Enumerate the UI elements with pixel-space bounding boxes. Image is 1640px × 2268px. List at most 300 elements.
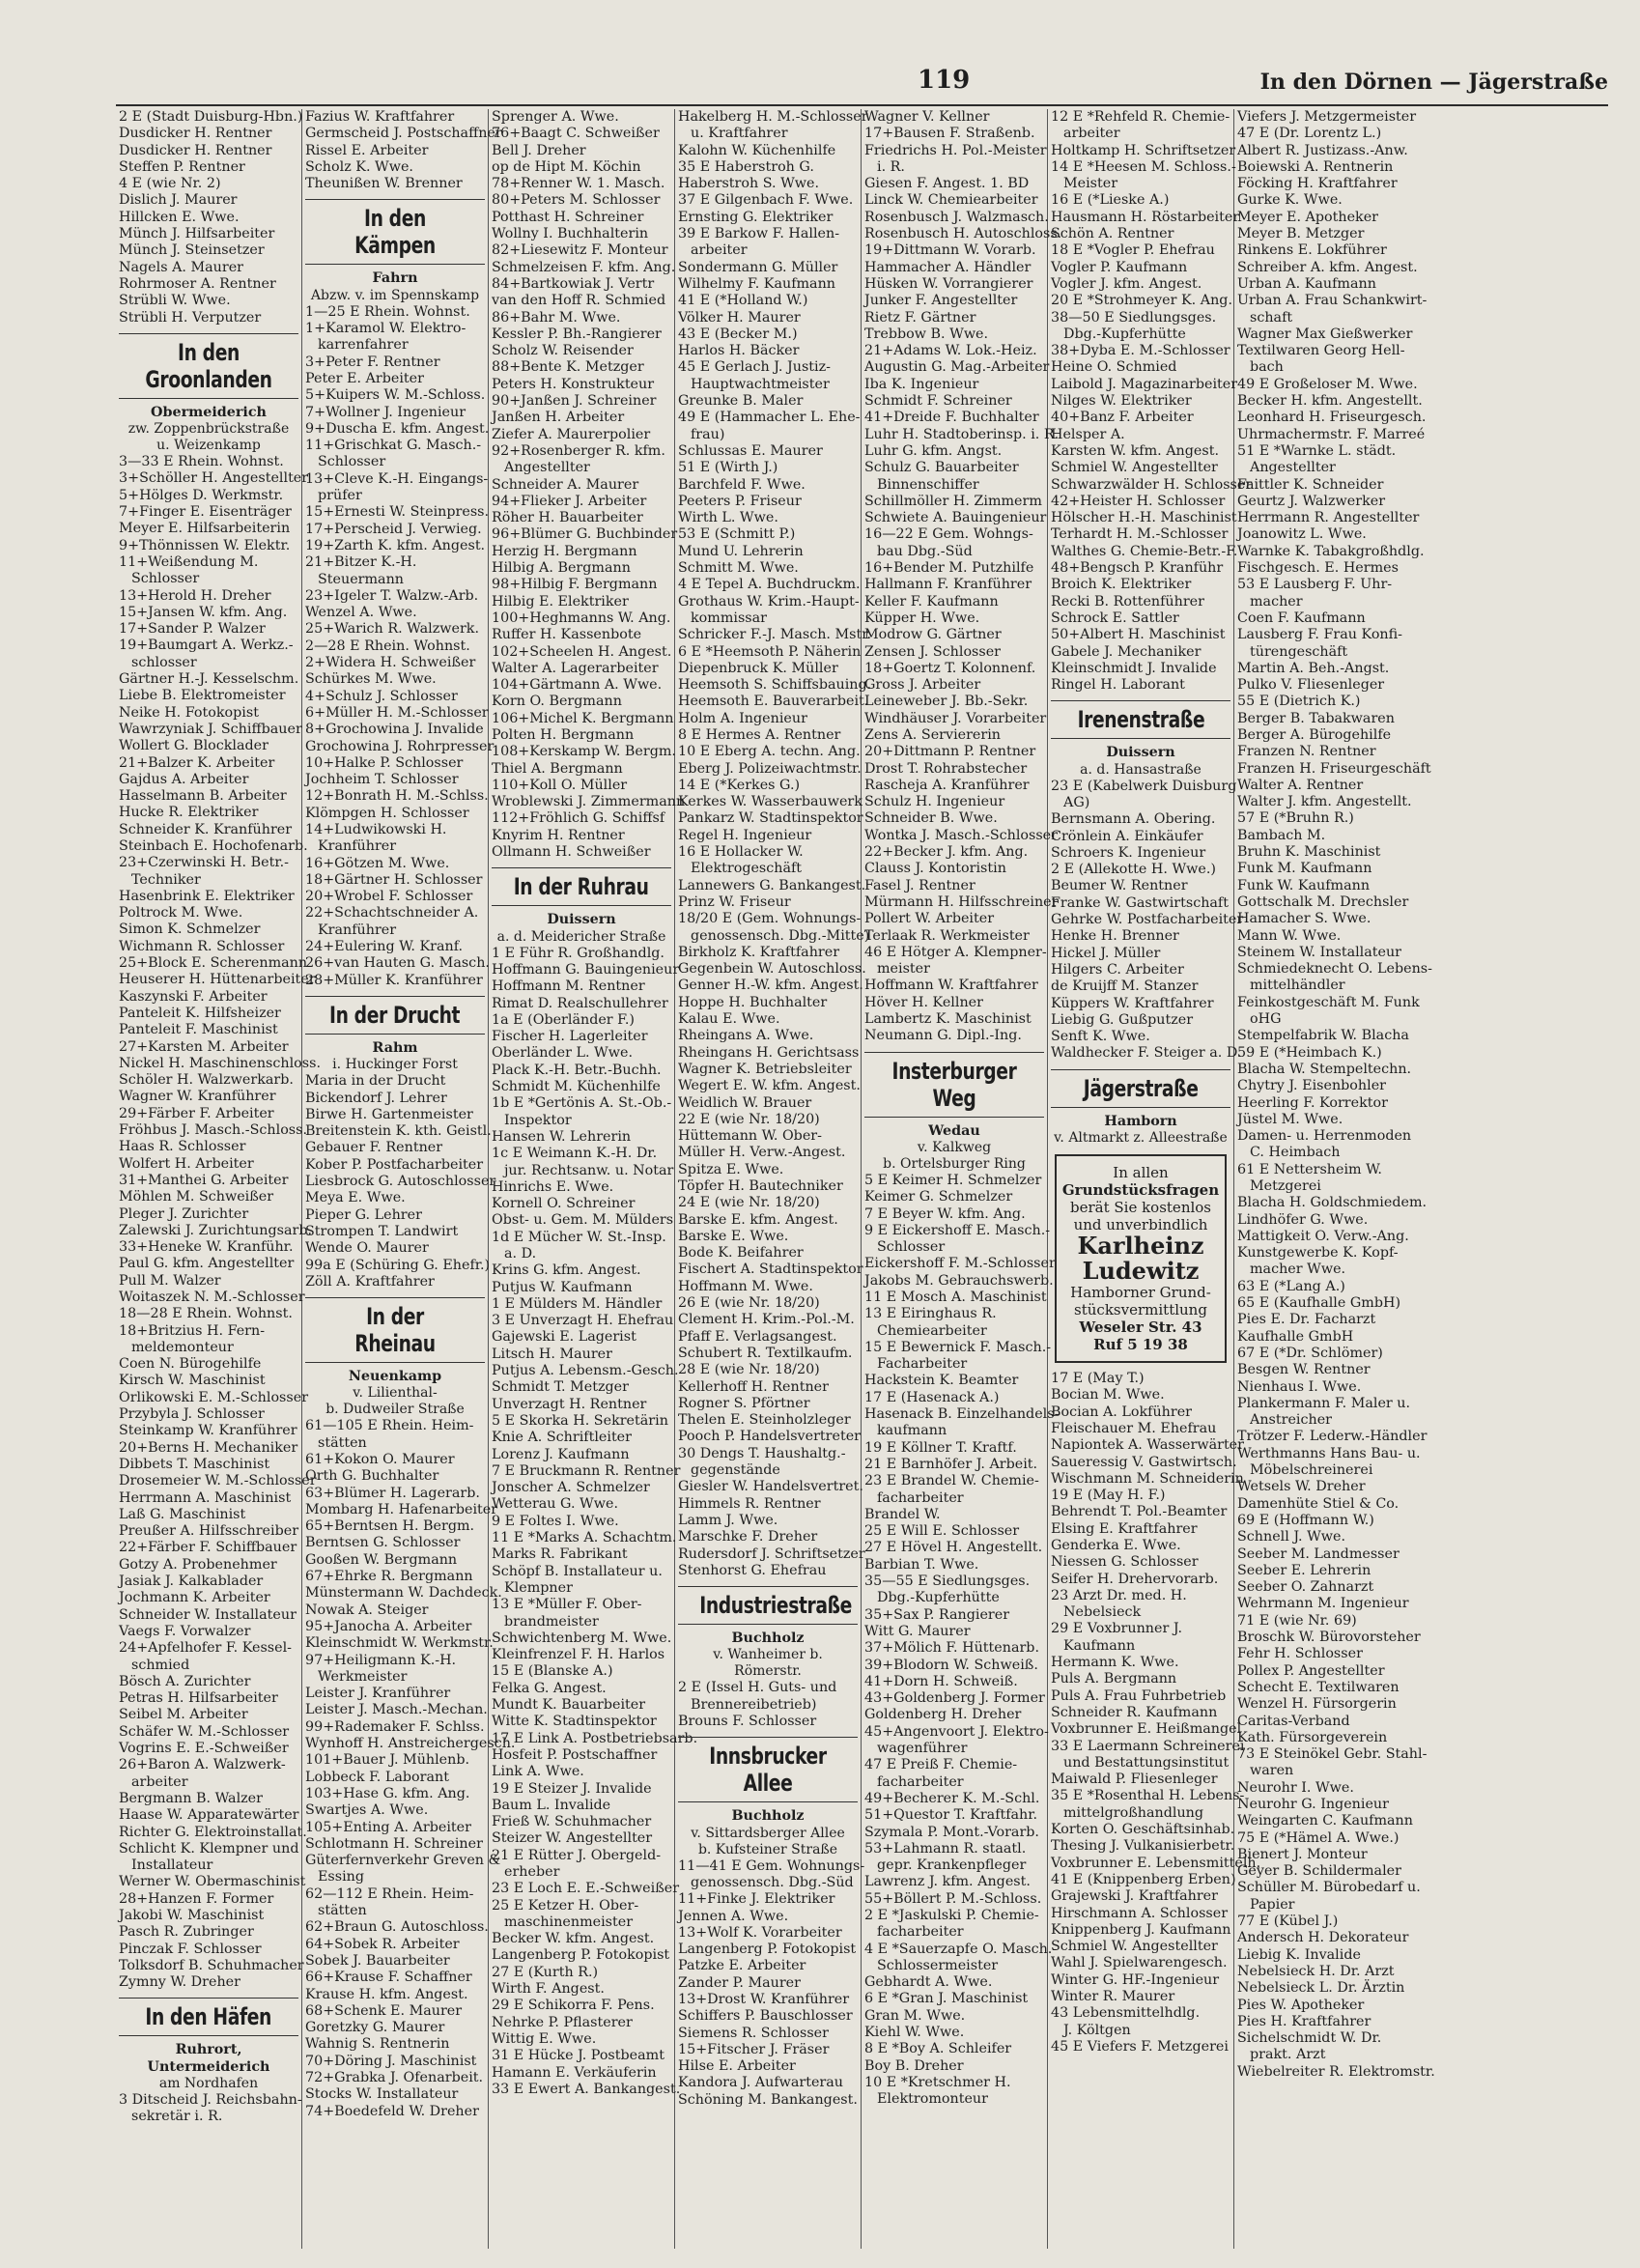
directory-entry: Nehrke P. Pflasterer [492,2014,633,2030]
directory-entry: Pies H. Kraftfahrer [1237,2013,1371,2029]
directory-entry: 21 E Barnhöfer J. Arbeit. [864,1456,1038,1472]
directory-entry: Hickel J. Müller [1051,945,1161,961]
directory-entry: 78+Renner W. 1. Masch. [492,176,665,192]
street-name: Innsbrucker Allee [709,1743,827,1798]
directory-entry: 84+Bartkowiak J. Vertr [492,275,655,292]
directory-entry: Hackstein K. Beamter [864,1373,1019,1389]
directory-entry: Pooch P. Handelsvertreter [678,1429,862,1445]
directory-entry: 19+Dittmann W. Vorarb. [864,242,1036,259]
directory-entry: Vogrins E. E.-Schweißer [119,1741,289,1757]
directory-entry: Schmitt M. Wwe. [678,560,799,577]
directory-entry: Liebe B. Elektromeister [119,688,286,704]
street-heading [305,996,485,1035]
directory-entry: Stenhorst G. Ehefrau [678,1562,827,1578]
directory-entry: Grochowina J. Rohrpresser [305,738,495,754]
directory-entry: 16 E Hollacker W. [678,844,804,861]
entry-continuation: Hauptwachtmeister [691,376,830,392]
directory-entry: 16+Götzen M. Wwe. [305,855,450,871]
directory-entry: Orth G. Buchhalter [305,1468,439,1485]
directory-entry: Mann W. Wwe. [1237,927,1342,944]
directory-entry: Hüsken W. Vorrangierer [864,275,1033,292]
directory-entry: Ziefer A. Maurerpolier [492,426,651,442]
directory-entry: Gajdus A. Arbeiter [119,771,249,787]
directory-entry: Neumann G. Dipl.-Ing. [864,1028,1022,1044]
directory-entry: Damenhüte Stiel & Co. [1237,1495,1400,1512]
entry-continuation: Inspektor [504,1112,572,1128]
directory-entry: Rogner S. Pförtner [678,1395,810,1411]
directory-entry: Hallmann F. Kranführer [864,577,1032,593]
directory-entry: Giesler W. Handelsvertret. [678,1479,863,1495]
directory-entry: Heine O. Schmied [1051,359,1177,376]
directory-entry: 49+Becherer K. M.-Schl. [864,1790,1040,1806]
directory-entry: Damen- u. Herrenmoden [1237,1128,1412,1145]
directory-entry: Wetterau G. Wwe. [492,1496,618,1513]
directory-entry: Panteleit F. Maschinist [119,1022,278,1038]
directory-entry: Leineweber J. Bb.-Sekr. [864,694,1029,710]
directory-entry: 17 E (May T.) [1051,1371,1145,1387]
directory-entry: 74+Boedefeld W. Dreher [305,2103,479,2119]
directory-entry: 15 E (Blanske A.) [492,1663,613,1680]
directory-entry: 18 E *Vogler P. Ehefrau [1051,242,1215,259]
directory-entry: Putjus W. Kaufmann [492,1279,633,1295]
directory-entry: Bell J. Dreher [492,142,586,158]
directory-column [1048,109,1261,2249]
directory-entry: 80+Peters M. Schlosser [492,192,661,209]
directory-entry: Modrow G. Gärtner [864,627,1002,643]
directory-entry: Baum L. Invalide [492,1797,611,1813]
entry-continuation: Dbg.-Kupferhütte [877,1590,1000,1606]
directory-entry: Vogler P. Kaufmann [1051,259,1188,275]
directory-entry: Luhr H. Stadtoberinsp. i. R. [864,426,1060,442]
directory-entry: Drost T. Rohrabstecher [864,760,1028,777]
directory-entry: Meyer B. Metzger [1237,226,1365,242]
entry-continuation: stätten [318,1434,367,1451]
directory-entry: Waldhecker F. Steiger a. D. [1051,1045,1242,1062]
directory-entry: Müller H. Verw.-Angest. [678,1145,846,1161]
directory-entry: 45 E Gerlach J. Justiz- [678,359,831,376]
directory-entry: Pieper G. Lehrer [305,1206,422,1223]
directory-entry: Jochheim T. Schlosser [305,772,459,788]
entry-continuation: Facharbeiter [877,1356,968,1373]
directory-entry: Herzig H. Bergmann [492,543,637,559]
directory-entry: Poltrock M. Wwe. [119,905,243,921]
directory-entry: Obst- u. Gem. M. Mülders [492,1212,674,1229]
directory-entry: Wilhelmy F. Kaufmann [678,275,835,292]
street-heading [678,1586,858,1625]
directory-entry: Heuserer H. Hüttenarbeiter [119,972,316,988]
district-name: Duissern [1106,745,1175,761]
street-extent-note: b. Dudweiler Straße [325,1402,465,1418]
directory-entry: 23 E Brandel W. Chemie- [864,1473,1039,1489]
entry-continuation: wagenführer [877,1741,968,1757]
directory-entry: Broschk W. Bürovorsteher [1237,1630,1421,1646]
directory-entry: 62—112 E Rhein. Heim- [305,1885,474,1902]
directory-entry: Przybyla J. Schlosser [119,1406,265,1423]
directory-entry: 7 E Beyer W. kfm. Ang. [864,1205,1026,1222]
directory-entry: Kunstgewerbe K. Kopf- [1237,1245,1399,1262]
directory-entry: Seeber M. Landmesser [1237,1545,1400,1562]
directory-entry: Richter G. Elektroinstallat. [119,1824,307,1840]
directory-entry: Kaszynski F. Arbeiter [119,988,268,1005]
directory-entry: Bocian M. Wwe. [1051,1387,1165,1403]
directory-entry: 100+Heghmanns W. Ang. [492,610,671,626]
entry-continuation: gepr. Krankenpfleger [877,1857,1027,1874]
directory-entry: 18+Gärtner H. Schlosser [305,871,483,888]
directory-entry: Fischert A. Stadtinspektor [678,1262,863,1278]
street-name: In der Rheinau [354,1303,436,1358]
entry-continuation: brandmeister [504,1613,599,1630]
entry-continuation: kaufmann [877,1423,947,1439]
street-heading [119,333,298,399]
directory-entry: 43 Lebensmittelhdlg. [1051,2005,1201,2022]
directory-entry: Wagner K. Betriebsleiter [678,1061,852,1077]
directory-entry: Windhäuser J. Vorarbeiter [864,710,1047,726]
directory-entry: 19 E (May H. F.) [1051,1488,1166,1504]
directory-entry: 62+Braun G. Autoschloss. [305,1919,489,1936]
directory-entry: 29 E Schikorra F. Pens. [492,1998,655,2014]
directory-entry: Schwarzwälder H. Schlosser [1051,476,1253,493]
directory-entry: Polten H. Bergmann [492,726,635,743]
directory-entry: 98+Hilbig F. Bergmann [492,577,658,593]
directory-entry: Nilges W. Elektriker [1051,393,1192,410]
directory-entry: 18—28 E Rhein. Wohnst. [119,1306,293,1322]
directory-entry: Hoppe H. Buchhalter [678,994,828,1010]
directory-entry: Harlos H. Bäcker [678,343,800,359]
directory-entry: Gran M. Wwe. [864,2007,966,2024]
directory-entry: 17+Perscheid J. Verwieg. [305,521,482,537]
district-name: Buchholz [731,1808,805,1825]
directory-entry: Fasel J. Rentner [864,877,976,893]
directory-entry: 45 E Viefers F. Metzgerei [1051,2038,1229,2055]
directory-entry: 18/20 E (Gem. Wohnungs- [678,911,862,927]
directory-entry: Wagner Max Gießwerker [1237,326,1413,342]
directory-entry: 1+Karamol W. Elektro- [305,321,467,337]
directory-entry: Liebig K. Invalide [1237,1946,1361,1963]
directory-entry: Kalau E. Wwe. [678,1011,780,1028]
directory-entry: 10 E Eberg A. techn. Ang. [678,744,861,760]
directory-entry: Schneider K. Kranführer [119,821,293,837]
directory-entry: Prinz W. Friseur [678,893,791,910]
street-extent-note: v. Altmarkt z. Alleestraße [1054,1130,1228,1147]
directory-entry: Schillmöller H. Zimmerm [864,493,1042,509]
directory-entry: 17 E (Hasenack A.) [864,1389,1000,1405]
directory-entry: 11 E Mosch A. Maschinist [864,1290,1047,1305]
directory-entry: 15+Fitscher J. Fräser [678,2041,830,2057]
advertisement-line: Weseler Str. 43 [1079,1318,1202,1337]
directory-entry: Schlussas E. Maurer [678,442,823,459]
directory-entry: 1 E Mülders M. Händler [492,1295,663,1312]
directory-entry: Martin A. Beh.-Angst. [1237,660,1390,676]
district-name: Rahm [372,1039,418,1056]
directory-entry: Schiffers P. Bauschlosser [678,2008,853,2025]
directory-entry: Bocian A. Lokführer [1051,1403,1192,1420]
directory-entry: Spitza E. Wwe. [678,1161,784,1177]
street-name: In der Drucht [329,1001,461,1029]
street-heading [305,199,485,265]
directory-entry: Henke H. Brenner [1051,928,1179,945]
directory-entry: Terlaak R. Werkmeister [864,927,1030,944]
directory-entry: 28 E (wie Nr. 18/20) [678,1362,820,1378]
directory-entry: 40+Banz F. Arbeiter [1051,410,1194,426]
directory-entry: Plankermann F. Maler u. [1237,1395,1411,1411]
directory-entry: Diepenbruck K. Müller [678,660,838,676]
entry-continuation: schaft [1250,309,1293,326]
entry-continuation: mittelgroßhandlung [1063,1804,1204,1821]
directory-entry: 94+Flieker J. Arbeiter [492,493,647,509]
directory-entry: 20 E *Strohmeyer K. Ang. [1051,293,1232,309]
directory-entry: 110+Koll O. Müller [492,777,628,793]
directory-entry: Peter E. Arbeiter [305,370,424,386]
directory-entry: Langenberg P. Fotokopist [492,1947,670,1964]
street-extent-note: u. Weizenkamp [156,438,261,454]
directory-entry: 1b E *Gertönis A. St.-Ob.- [492,1095,672,1112]
directory-entry: Bode K. Beifahrer [678,1245,804,1262]
directory-entry: Hölscher H.-H. Maschinist [1051,510,1237,526]
directory-entry: Witte K. Stadtinspektor [492,1714,657,1730]
directory-entry: Puls A. Frau Fuhrbetrieb [1051,1687,1227,1704]
directory-entry: Leonhard H. Friseurgesch. [1237,410,1427,426]
directory-entry: 53+Lahmann R. staatl. [864,1840,1027,1857]
street-heading [492,867,671,906]
directory-entry: Schecht E. Textilwaren [1237,1679,1400,1695]
directory-entry: Gebhardt A. Wwe. [864,1974,993,1991]
entry-continuation: Nebelsieck [1063,1604,1142,1621]
directory-entry: Wischmann M. Schneiderin [1051,1470,1244,1487]
directory-entry: 76+Baagt C. Schweißer [492,126,660,142]
directory-entry: Gottschalk M. Drechsler [1237,893,1409,910]
directory-entry: 33 E Laermann Schreinerei [1051,1738,1245,1754]
directory-entry: Wirth F. Angest. [492,1981,605,1998]
directory-entry: Hosfeit P. Postschaffner [492,1746,658,1763]
directory-entry: 99a E (Schüring G. Ehefr.) [305,1257,491,1273]
directory-entry: Niessen G. Schlosser [1051,1554,1199,1571]
directory-entry: 29 E Voxbrunner J. [1051,1621,1183,1637]
directory-entry: 13+Herold H. Dreher [119,587,271,604]
directory-entry: Kessler P. Bh.-Rangierer [492,326,662,342]
directory-entry: Swartjes A. Wwe. [305,1802,429,1819]
directory-entry: 69 E (Hoffmann W.) [1237,1512,1374,1528]
advertisement-line: Ruf 5 19 38 [1093,1336,1188,1354]
directory-entry: Gabele J. Mechaniker [1051,643,1202,660]
directory-entry: Gebauer F. Rentner [305,1140,443,1156]
directory-entry: Kerkes W. Wasserbauwerk [678,794,862,810]
directory-entry: 15 E Bewernick F. Masch.- [864,1339,1052,1355]
directory-entry: Wahnig S. Rentnerin [305,2036,450,2053]
directory-entry: Kleinschmidt J. Invalide [1051,660,1217,676]
entry-continuation: Schlossermeister [877,1957,999,1973]
directory-entry: Coen N. Bürogehilfe [119,1356,262,1373]
directory-entry: Franzen H. Friseurgeschäft [1237,760,1431,777]
directory-entry: 14 E (*Kerkes G.) [678,777,801,793]
directory-entry: Meya E. Wwe. [305,1190,406,1206]
directory-entry: Coen F. Kaufmann [1237,610,1366,626]
directory-entry: 92+Rosenberger R. kfm. [492,442,665,459]
directory-entry: Schubert R. Textilkaufm. [678,1345,853,1361]
directory-entry: Steizer W. Angestellter [492,1830,653,1847]
directory-entry: Meyer E. Apotheker [1237,209,1378,225]
directory-entry: Wahl J. Spielwarengesch. [1051,1955,1228,1971]
directory-entry: Gotzy A. Probenehmer [119,1556,277,1573]
directory-entry: Jochmann K. Arbeiter [119,1590,270,1606]
directory-columns [116,109,1608,2249]
directory-entry: 11+Finke J. Elektriker [678,1891,835,1908]
directory-entry: 73 E Steinökel Gebr. Stahl- [1237,1746,1428,1763]
street-extent-note: Abzw. v. im Spennskamp [310,287,480,303]
directory-entry: 103+Hase G. kfm. Ang. [305,1785,470,1801]
directory-column [862,109,1062,2249]
entry-continuation: Dbg.-Kupferhütte [1063,326,1186,342]
street-heading [864,1052,1044,1118]
directory-entry: Barske E. Wwe. [678,1228,789,1244]
directory-entry: Schneider W. Installateur [119,1606,297,1623]
district-name: Ruhrort, Untermeiderich [147,2042,270,2075]
directory-entry: 90+Janßen J. Schreiner [492,393,657,410]
street-heading [305,1297,485,1363]
directory-entry: 14 E *Heesen M. Schloss.- [1051,158,1236,175]
directory-entry: Rheingans H. Gerichtsass [678,1044,860,1061]
directory-entry: 1c E Weimann K.-H. Dr. [492,1146,658,1162]
directory-entry: 26+Baron A. Walzwerk- [119,1757,286,1773]
directory-entry: Behrendt T. Pol.-Beamter [1051,1504,1228,1520]
directory-entry: Unverzagt H. Rentner [492,1396,647,1412]
directory-entry: 24+Apfelhofer F. Kessel- [119,1640,292,1657]
directory-entry: 37 E Gilgenbach F. Wwe. [678,192,854,209]
directory-entry: Himmels R. Rentner [678,1495,821,1512]
directory-entry: Hammacher A. Händler [864,259,1032,275]
directory-entry: 61+Kokon O. Maurer [305,1452,455,1467]
directory-entry: Neurohr I. Wwe. [1237,1779,1354,1796]
directory-entry: Kleinfrenzel F. H. Harlos [492,1647,665,1663]
entry-continuation: genossensch. Dbg.-Mitte) [691,927,870,944]
directory-entry: 42+Heister H. Schlosser [1051,493,1226,509]
directory-entry: Schmiedeknecht O. Lebens- [1237,961,1432,978]
directory-entry: Krins G. kfm. Angest. [492,1262,641,1279]
directory-entry: Scholz W. Reisender [492,343,634,359]
directory-entry: Linck W. Chemiearbeiter [864,192,1038,209]
directory-column [489,109,698,2249]
directory-entry: Hasenack B. Einzelhandels- [864,1406,1060,1423]
entry-continuation: Papier [1250,1896,1295,1913]
directory-entry: Hucke R. Elektriker [119,805,259,821]
directory-entry: Hoffmann W. Kraftfahrer [864,978,1038,994]
entry-continuation: karrenfahrer [318,337,409,354]
directory-entry: Napiontek A. Wasserwärter [1051,1437,1244,1454]
directory-entry: 17+Bausen F. Straßenb. [864,126,1035,142]
directory-entry: 10 E *Kretschmer H. [864,2074,1011,2090]
entry-continuation: Werkmeister [318,1668,408,1685]
directory-entry: Gajewski E. Lagerist [492,1329,636,1346]
directory-entry: Schüller M. Bürobedarf u. [1237,1880,1421,1896]
entry-continuation: Klempner [504,1579,573,1596]
directory-entry: Schwichtenberg M. Wwe. [492,1630,672,1646]
directory-entry: Knippenberg J. Kaufmann [1051,1921,1231,1938]
directory-entry: Lamm J. Wwe. [678,1512,778,1528]
directory-entry: Terhardt H. M.-Schlosser [1051,526,1229,543]
directory-entry: 20+Berns H. Mechaniker [119,1439,298,1456]
directory-entry: 13+Wolf K. Vorarbeiter [678,1924,842,1941]
entry-continuation: sekretär i. R. [131,2109,223,2125]
directory-entry: 14+Ludwikowski H. [305,821,447,837]
directory-entry: Pankarz W. Stadtinspektor [678,810,863,827]
directory-entry: 11+Weißendung M. [119,553,259,570]
directory-entry: Pinczak F. Schlosser [119,1941,262,1957]
directory-entry: Schneider R. Kaufmann [1051,1704,1218,1720]
directory-entry: Albert R. Justizass.-Anw. [1237,142,1408,158]
directory-column [302,109,516,2249]
directory-entry: 16—22 E Gem. Wohngs- [864,526,1033,543]
directory-entry: Heemsoth E. Bauverarbeit. [678,694,869,710]
directory-entry: Drosemeier W. M.-Schlosser [119,1473,317,1489]
directory-entry: Hilse E. Arbeiter [678,2058,796,2075]
directory-entry: Sondermann G. Müller [678,259,838,275]
street-name: Industriestraße [699,1592,852,1620]
directory-entry: Schneider B. Wwe. [864,810,998,827]
directory-entry: Karsten W. kfm. Angest. [1051,442,1219,459]
directory-entry: Krause H. kfm. Angest. [305,1986,468,2002]
directory-entry: Werner W. Obermaschinist [119,1874,306,1890]
directory-entry: 2+Widera H. Schweißer [305,655,476,671]
directory-column [116,109,322,2249]
directory-entry: Gegenbein W. Autoschloss. [678,961,866,978]
directory-entry: Mund U. Lehrerin [678,543,804,559]
directory-entry: 26+van Hauten G. Masch. [305,955,490,972]
directory-entry: Dibbets T. Maschinist [119,1456,270,1472]
directory-entry: Jakobi W. Maschinist [119,1907,265,1923]
directory-entry: Lindhöfer G. Wwe. [1237,1211,1369,1228]
directory-entry: 22+Becker J. kfm. Ang. [864,844,1029,861]
directory-entry: Nowak A. Steiger [305,1602,429,1618]
directory-entry: Hüttemann W. Ober- [678,1128,822,1145]
street-extent-note: zw. Zoppenbrückstraße [127,421,290,438]
directory-entry: Jennen A. Wwe. [678,1908,789,1924]
directory-entry: Pleger J. Zurichter [119,1205,249,1222]
entry-continuation: Brennereibetrieb) [691,1696,817,1713]
entry-continuation: waren [1250,1763,1294,1779]
directory-entry: Mombarg H. Hafenarbeiter [305,1501,498,1517]
directory-entry: Grothaus W. Krim.-Haupt- [678,593,860,610]
directory-entry: Münch J. Steinsetzer [119,242,265,259]
directory-entry: Joanowitz L. Wwe. [1237,526,1367,543]
directory-entry: 41+Dorn H. Schweiß. [864,1673,1018,1689]
directory-entry: Birwe H. Gartenmeister [305,1106,473,1122]
district-name: Hamborn [1104,1113,1177,1129]
directory-entry: 53 E (Schmitt P.) [678,526,796,543]
district-name: Neuenkamp [348,1369,442,1385]
entry-continuation: AG) [1063,794,1090,810]
directory-entry: Rissel E. Arbeiter [305,142,429,158]
directory-entry: Strübli W. Wwe. [119,293,231,309]
directory-entry: Jakobs M. Gebrauchswerb. [864,1272,1054,1289]
directory-entry: Münstermann W. Dachdeck. [305,1585,502,1602]
directory-entry: Orlikowski E. M.-Schlosser [119,1389,309,1405]
directory-entry: Hakelberg H. M.-Schlosser [678,109,868,125]
directory-entry: Wichmann R. Schlosser [119,938,285,954]
directory-entry: 2—28 E Rhein. Wohnst. [305,638,470,654]
directory-entry: Goretzky G. Maurer [305,2020,445,2036]
directory-entry: 77 E (Kübel J.) [1237,1914,1339,1930]
directory-entry: Münch J. Hilfsarbeiter [119,226,275,242]
directory-entry: 48+Bengsch P. Kranführ [1051,560,1224,577]
directory-entry: Weingarten C. Kaufmann [1237,1813,1413,1829]
directory-entry: Recki B. Rottenführer [1051,593,1204,610]
directory-entry: Potthast H. Schreiner [492,209,644,225]
directory-entry: 39+Blodorn W. Schweiß. [864,1657,1038,1673]
directory-entry: 3+Schöller H. Angestellter [119,470,309,487]
directory-entry: Pies E. Dr. Facharzt [1237,1312,1376,1328]
directory-entry: Töpfer H. Bautechniker [678,1178,843,1194]
directory-entry: 38+Dyba E. M.-Schlosser [1051,343,1230,359]
entry-continuation: Schlosser [877,1239,946,1256]
